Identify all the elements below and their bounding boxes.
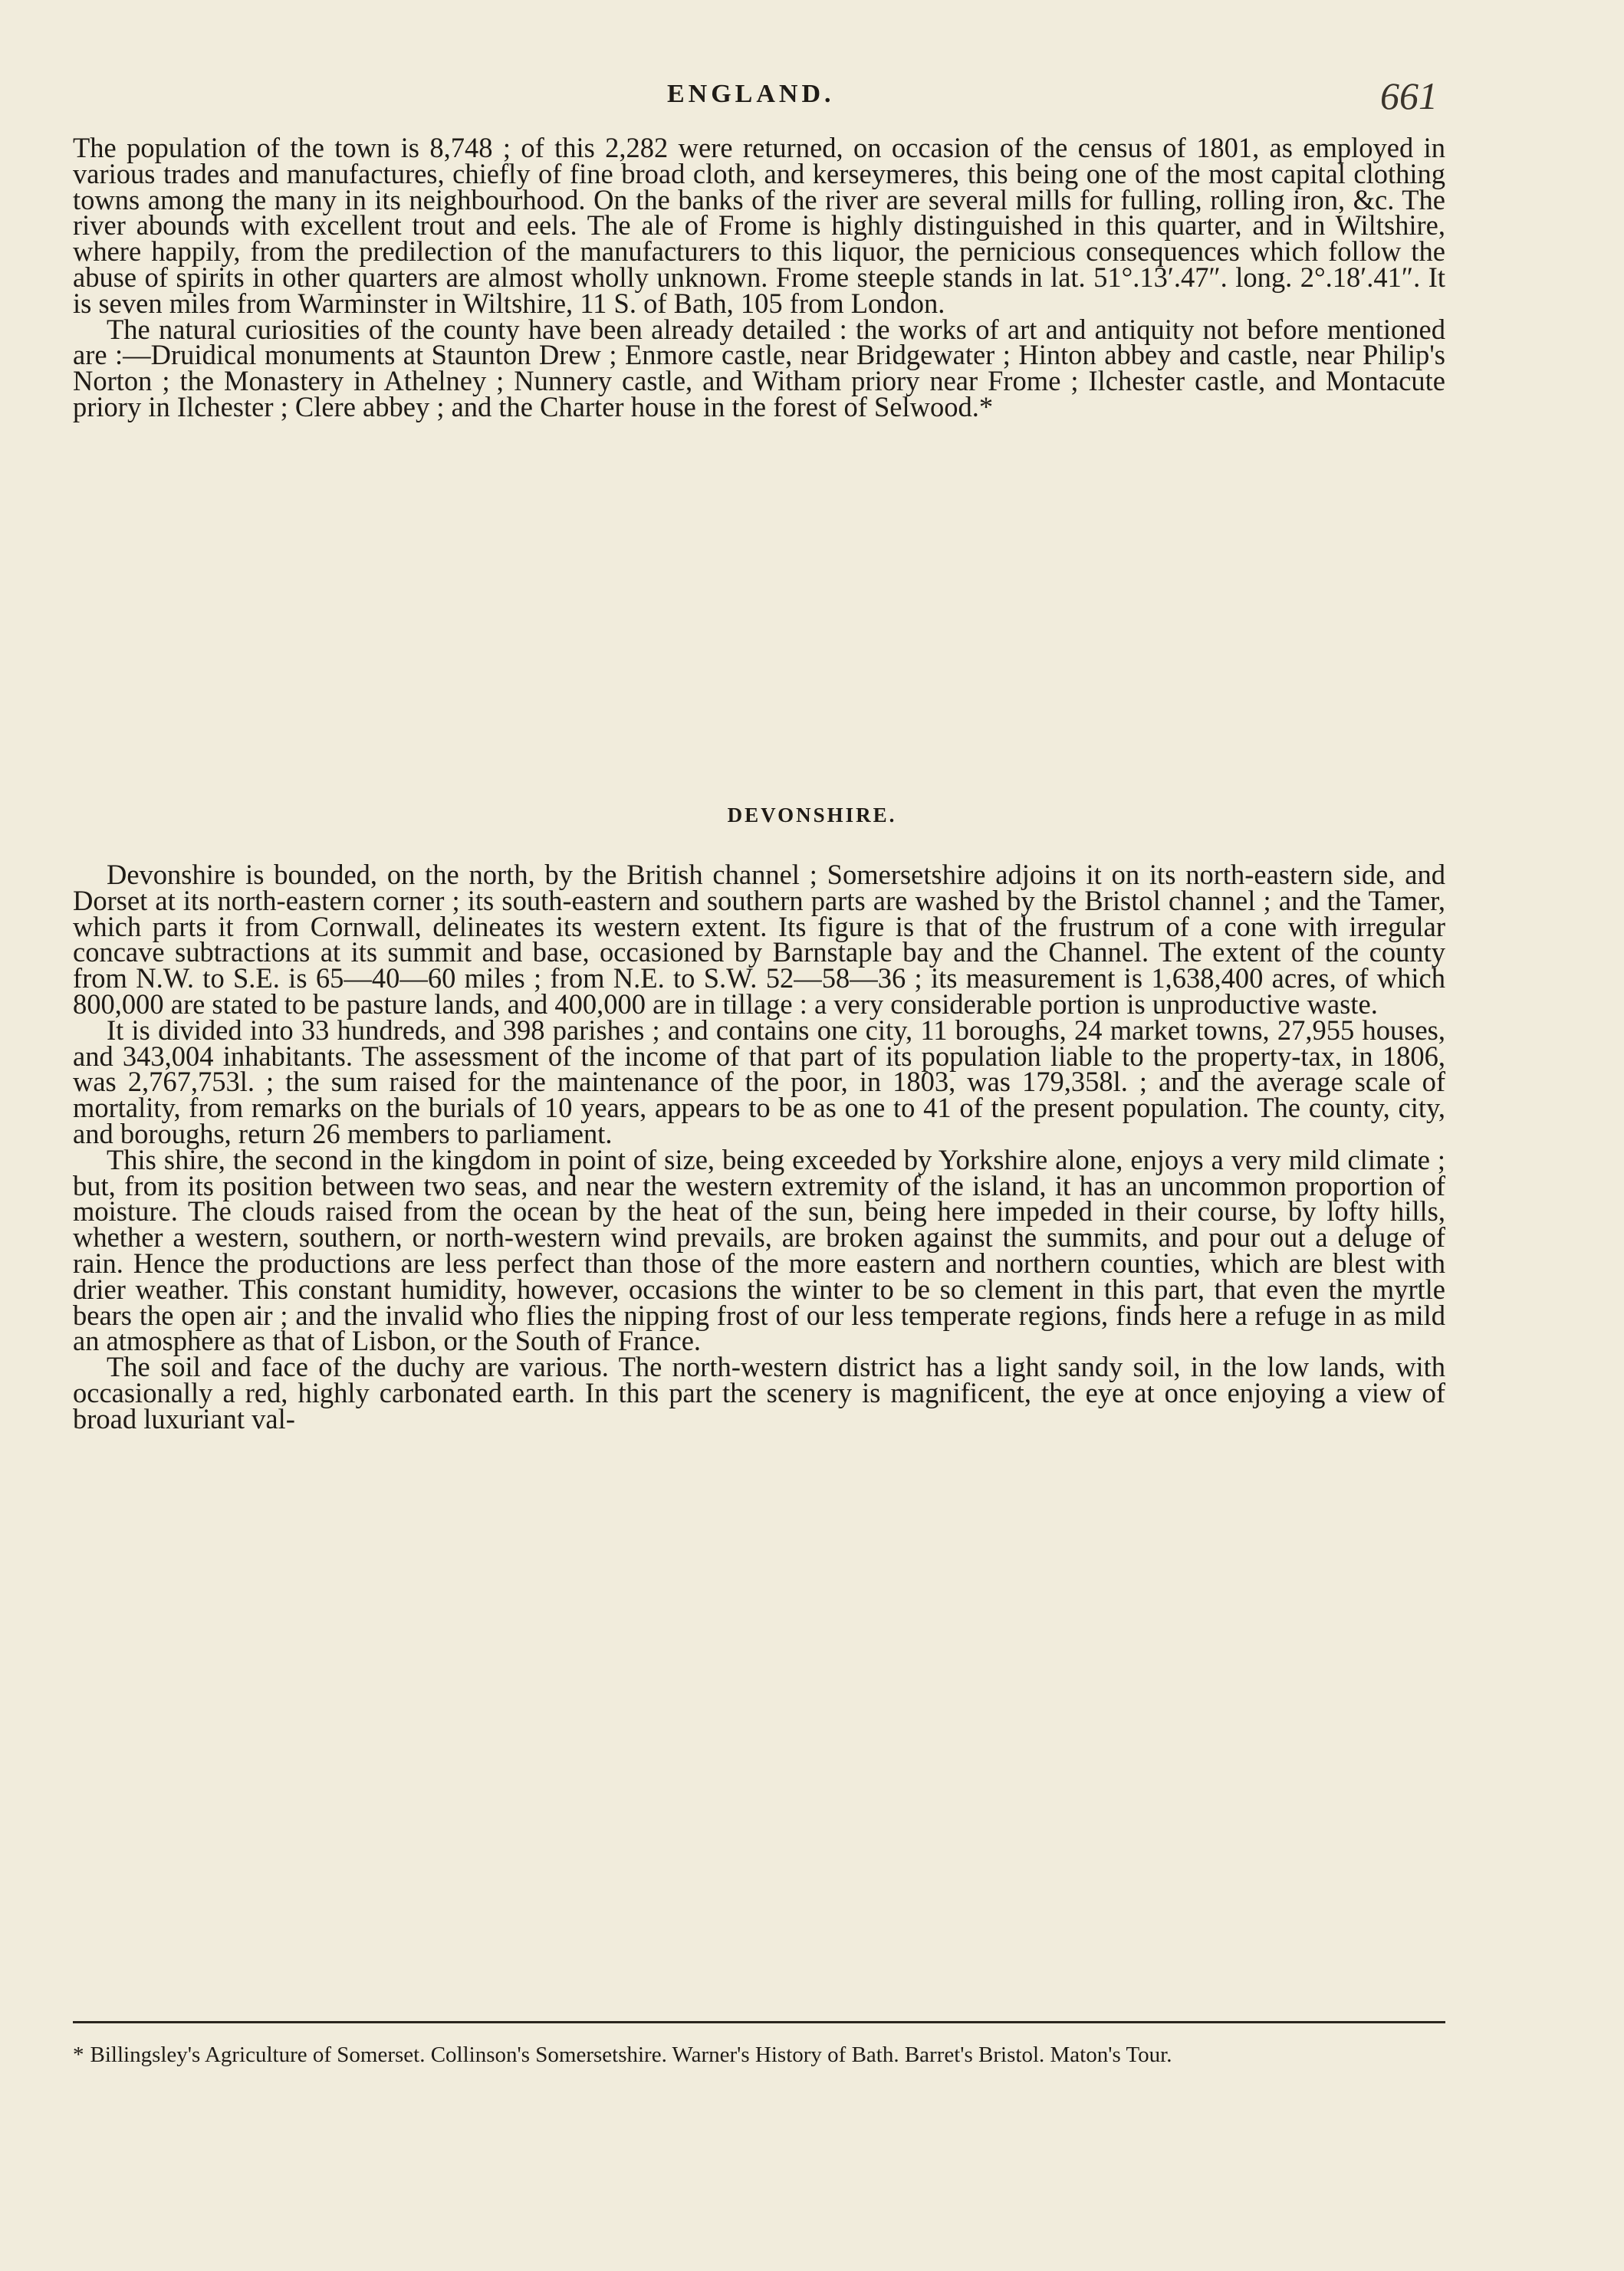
footnote <box>73 2041 1445 2069</box>
paragraph-boundaries: Devonshire is bounded, on the north, by the British channel ; Somersetshire adjoins it on its north-eastern side, and Dorset at its north-eastern corner ; its south-eastern and southern parts are washed by the Bristol channel ; and the Tamer, which parts it from Cornwall, delineates its western extent. Its figure is that of the frustrum of a cone with irregular concave subtractions at its summit and base, occasioned by Barnstaple bay and the Channel. The extent of the county from N.W. to S.E. is 65—40—60 miles ; from N.E. to S.W. 52—58—36 ; its measurement is 1,638,400 acres, of which 800,000 are stated to be pasture lands, and 400,000 are in tillage : a very considerable portion is unproductive waste. <box>73 859 1445 1020</box>
section-somerset-continued <box>73 132 1445 422</box>
running-title: ENGLAND. <box>667 80 835 108</box>
paragraph-frome: The population of the town is 8,748 ; of this 2,282 were returned, on occasion of the census of 1801, as employed in various trades and manufactures, chiefly of fine broad cloth, and kerseymeres, this being one of the most capital clothing towns among the many in its neighbourhood. On the banks of the river are several mills for fulling, rolling iron, &c. The river abounds with excellent trout and eels. The ale of Frome is highly distinguished in this quarter, and in Wiltshire, where happily, from the predilection of the manufacturers to this liquor, the pernicious consequences which follow the abuse of spirits in other quarters are almost wholly unknown. Frome steeple stands in lat. 51°.13′.47″. long. 2°.18′.41″. It is seven miles from Warminster in Wiltshire, 11 S. of Bath, 105 from London. <box>73 132 1445 319</box>
footnote-rule <box>73 2021 1445 2023</box>
footnote-text: Billingsley's Agriculture of Somerset. Collinson's Somersetshire. Warner's History of Bath. Barret's Bristol. Maton's Tour. <box>90 2043 1172 2067</box>
section-devonshire <box>73 859 1445 1435</box>
paragraph-statistics: It is divided into 33 hundreds, and 398 parishes ; and contains one city, 11 boroughs, 24 market towns, 27,955 houses, and 343,004 inhabitants. The assessment of the income of that part of its population liable to the property-tax, in 1806, was 2,767,753l. ; the sum raised for the maintenance of the poor, in 1803, was 179,358l. ; and the average scale of mortality, from remarks on the burials of 10 years, appears to be as one to 41 of the present population. The county, city, and boroughs, return 26 members to parliament. <box>73 1014 1445 1149</box>
paragraph-soil: The soil and face of the duchy are various. The north-western district has a light sandy soil, in the low lands, with occasionally a red, highly carbonated earth. In this part the scenery is magnificent, the eye at once enjoying a view of broad luxuriant val- <box>73 1351 1445 1435</box>
page-number: 661 <box>1380 74 1438 117</box>
paragraph-climate: This shire, the second in the kingdom in point of size, being exceeded by Yorkshire alone, enjoys a very mild climate ; but, from its position between two seas, and near the western extremity of the island, it has an uncommon proportion of moisture. The clouds raised from the ocean by the heat of the sun, being here impeded in their course, by lofty hills, whether a western, southern, or north-western wind prevails, are broken against the summits, and pour out a deluge of rain. Hence the productions are less perfect than those of the more eastern and northern counties, which are blest with drier weather. This constant humidity, however, occasions the winter to be so clement in this part, that even the myrtle bears the open air ; and the invalid who flies the nipping frost of our less temperate regions, finds here a refuge in as mild an atmosphere as that of Lisbon, or the South of France. <box>73 1143 1445 1357</box>
paragraph-antiquities: The natural curiosities of the county have been already detailed : the works of art and antiquity not before mentioned are :—Druidical monuments at Staunton Drew ; Enmore castle, near Bridgewater ; Hinton abbey and castle, near Philip's Norton ; the Monastery in Athelney ; Nunnery castle, and Witham priory near Frome ; Ilchester castle, and Montacute priory in Ilchester ; Clere abbey ; and the Charter house in the forest of Selwood.* <box>73 313 1445 422</box>
running-head <box>0 74 1624 126</box>
section-heading-devonshire: DEVONSHIRE. <box>727 804 897 827</box>
footnote-mark: * <box>73 2043 84 2067</box>
